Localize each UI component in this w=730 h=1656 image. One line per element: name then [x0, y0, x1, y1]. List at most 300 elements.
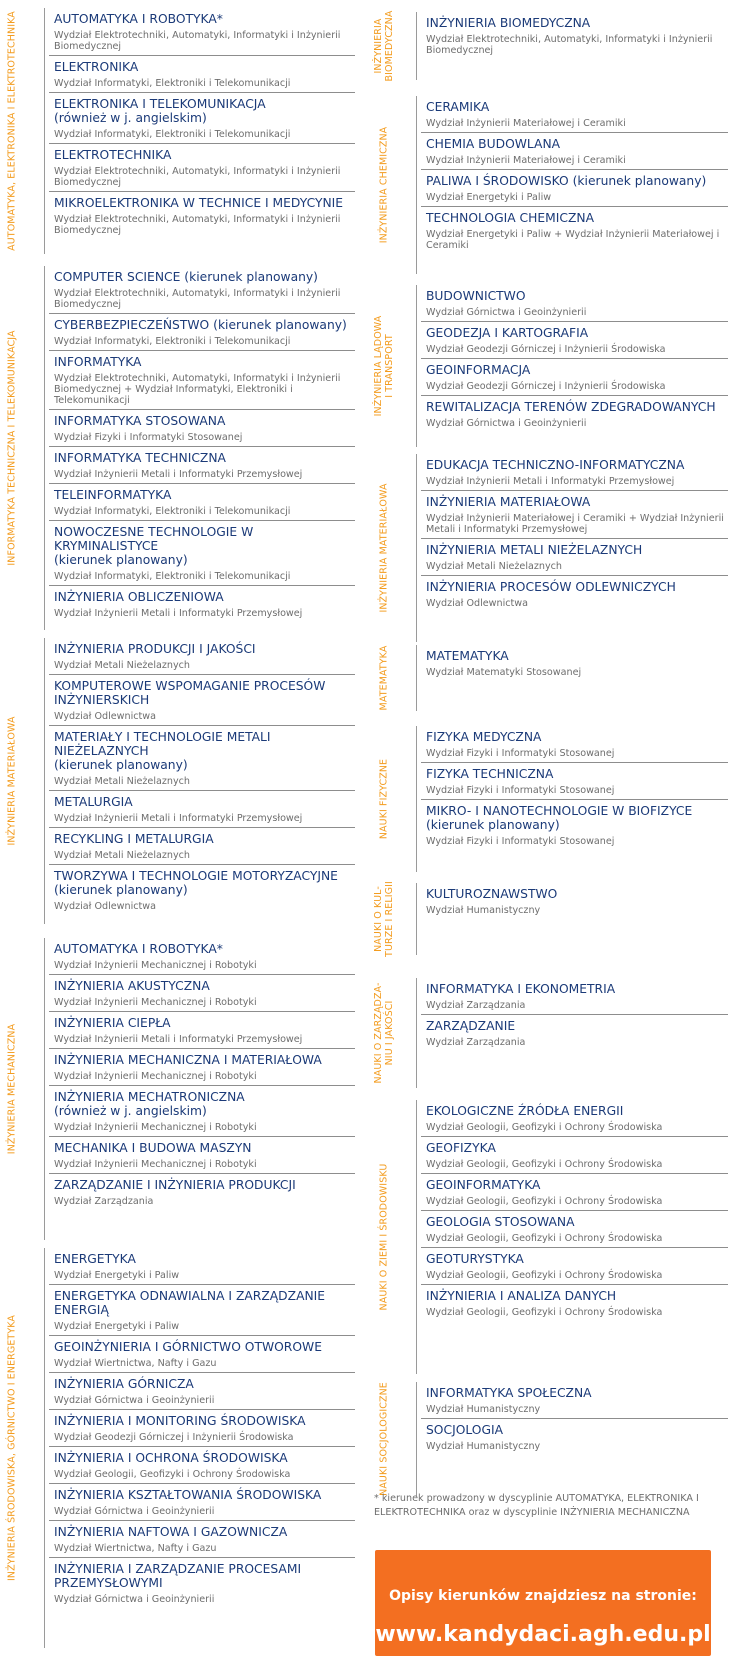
program-entry [49, 484, 355, 521]
program-title-line [426, 730, 728, 744]
program-title-line [54, 270, 355, 284]
program-list [421, 883, 728, 919]
program-title-line [426, 580, 728, 594]
discipline-group-inzynieria-chemiczna [372, 96, 728, 274]
program-title: MIKRO- I NANOTECHNOLOGIE W BIOFIZYCE [426, 804, 693, 818]
program-title: TECHNOLOGIA CHEMICZNA [426, 211, 595, 225]
faculty-name: Wydział Informatyki, Elektroniki i Telekomunikacji [54, 571, 291, 582]
faculty-name: Wydział Górnictwa i Geoinżynierii [426, 307, 587, 318]
program-entry [421, 726, 728, 763]
program-title-line [54, 196, 355, 210]
faculty-name: Wydział Geologii, Geofizyki i Ochrony Środowiska [426, 1122, 663, 1133]
faculty-name: Wydział Inżynierii Metali i Informatyki Przemysłowej [54, 1034, 303, 1045]
program-title-line [426, 458, 728, 472]
program-title-line [54, 1252, 355, 1266]
discipline-label-text: INŻYNIERIA MATERIAŁOWA [378, 483, 390, 613]
program-title-line [54, 642, 355, 656]
program-title-line [54, 1451, 355, 1465]
program-title: AUTOMATYKA I ROBOTYKA* [54, 942, 223, 956]
program-entry [49, 1447, 355, 1484]
program-entry [49, 1049, 355, 1086]
discipline-label-text: NAUKI O ZARZĄDZA- NIU I JAKOŚCI [373, 982, 395, 1084]
program-entry [49, 93, 355, 144]
program-note: (kierunek planowany) [54, 883, 188, 897]
faculty-name: Wydział Fizyki i Informatyki Stosowanej [426, 748, 615, 759]
faculty-name: Wydział Inżynierii Materiałowej i Ceramiki [426, 118, 626, 129]
group-divider [416, 12, 417, 80]
program-title: EDUKACJA TECHNICZNO-INFORMATYCZNA [426, 458, 685, 472]
program-title: PALIWA I ŚRODOWISKO [426, 174, 569, 188]
website-url: www.kandydaci.agh.edu.pl [375, 1622, 711, 1647]
program-list [421, 285, 728, 432]
discipline-label [372, 454, 396, 642]
program-entry [421, 1100, 728, 1137]
program-title: ELEKTRONIKA I TELEKOMUNIKACJA [54, 97, 266, 111]
discipline-label [372, 96, 396, 274]
program-list [421, 96, 728, 254]
program-note: (kierunek planowany) [184, 270, 318, 284]
discipline-label [0, 638, 24, 924]
program-entry [49, 1174, 355, 1210]
program-title-line [426, 100, 728, 114]
program-title: INŻYNIERIA I OCHRONA ŚRODOWISKA [54, 1451, 288, 1465]
program-title-line [426, 1215, 728, 1229]
program-title-line [54, 97, 355, 125]
program-title-line [54, 355, 355, 369]
program-title: AUTOMATYKA I ROBOTYKA* [54, 12, 223, 26]
program-entry [49, 56, 355, 93]
faculty-name: Wydział Górnictwa i Geoinżynierii [54, 1594, 215, 1605]
program-title: ENERGETYKA [54, 1252, 136, 1266]
program-title-line [54, 1340, 355, 1354]
program-entry [421, 883, 728, 919]
program-entry [421, 576, 728, 612]
discipline-group-nauki-o-ziemi-i-srodowisku [372, 1100, 728, 1374]
program-entry [49, 938, 355, 975]
faculty-name: Wydział Inżynierii Materiałowej i Ceramiki [426, 155, 626, 166]
program-title-line [54, 730, 355, 772]
program-title-line [54, 1525, 355, 1539]
faculty-name: Wydział Metali Nieżelaznych [54, 660, 191, 671]
discipline-label-text: NAUKI FIZYCZNE [378, 758, 390, 840]
program-entry [421, 1174, 728, 1211]
faculty-name: Wydział Inżynierii Mechanicznej i Robotyki [54, 1071, 257, 1082]
program-entry [421, 285, 728, 322]
faculty-name: Wydział Humanistyczny [426, 1441, 541, 1452]
discipline-label [0, 8, 24, 254]
program-entry [421, 133, 728, 170]
program-title: INŻYNIERIA MECHANICZNA I MATERIAŁOWA [54, 1053, 322, 1067]
program-title: GEOINFORMACJA [426, 363, 531, 377]
program-entry [49, 410, 355, 447]
program-entry [421, 322, 728, 359]
discipline-label [372, 285, 396, 447]
program-entry [49, 351, 355, 410]
discipline-label [372, 645, 396, 711]
group-divider [44, 8, 45, 254]
program-title: MECHANIKA I BUDOWA MASZYN [54, 1141, 252, 1155]
discipline-group-inzynieria-ladowa-i-transport [372, 285, 728, 447]
program-title-line [54, 488, 355, 502]
faculty-name: Wydział Metali Nieżelaznych [54, 776, 191, 787]
program-entry [49, 8, 355, 56]
program-title: CERAMIKA [426, 100, 490, 114]
discipline-group-inzynieria-biomedyczna [372, 12, 728, 80]
group-divider [44, 638, 45, 924]
program-entry [49, 726, 355, 791]
group-divider [416, 645, 417, 711]
program-title-line [54, 318, 355, 332]
program-title-line [54, 979, 355, 993]
faculty-name: Wydział Zarządzania [54, 1196, 154, 1207]
discipline-label-text: INŻYNIERIA CHEMICZNA [378, 126, 390, 244]
discipline-label [0, 266, 24, 630]
program-title: INFORMATYKA STOSOWANA [54, 414, 226, 428]
program-entry [421, 1015, 728, 1051]
program-entry [421, 1419, 728, 1455]
program-title-line [426, 1104, 728, 1118]
program-list [49, 638, 355, 915]
program-title: MATEMATYKA [426, 649, 509, 663]
group-divider [416, 726, 417, 872]
program-entry [421, 96, 728, 133]
program-title-line [426, 1178, 728, 1192]
program-title: INŻYNIERIA PROCESÓW ODLEWNICZYCH [426, 580, 676, 594]
program-title-line [426, 326, 728, 340]
faculty-name: Wydział Geodezji Górniczej i Inżynierii Środowiska [426, 344, 666, 355]
program-title: GEOTURYSTYKA [426, 1252, 524, 1266]
program-entry [49, 1012, 355, 1049]
program-entry [49, 638, 355, 675]
discipline-group-inzynieria-materialowa [0, 638, 355, 924]
program-title-line [426, 1289, 728, 1303]
program-title: ZARZĄDZANIE [426, 1019, 516, 1033]
program-title-line [54, 1289, 355, 1317]
program-title: REWITALIZACJA TERENÓW ZDEGRADOWANYCH [426, 400, 716, 414]
program-entry [421, 1382, 728, 1419]
group-divider [44, 938, 45, 1240]
faculty-name: Wydział Górnictwa i Geoinżynierii [54, 1395, 215, 1406]
faculty-name: Wydział Fizyki i Informatyki Stosowanej [426, 785, 615, 796]
program-list [421, 454, 728, 612]
faculty-name: Wydział Inżynierii Metali i Informatyki Przemysłowej [54, 469, 303, 480]
faculty-name: Wydział Metali Nieżelaznych [426, 561, 563, 572]
program-title: GEOLOGIA STOSOWANA [426, 1215, 575, 1229]
program-title: CHEMIA BUDOWLANA [426, 137, 561, 151]
program-title: INŻYNIERIA BIOMEDYCZNA [426, 16, 591, 30]
group-divider [416, 454, 417, 642]
program-title-line [54, 451, 355, 465]
program-list [421, 645, 728, 681]
group-divider [44, 266, 45, 630]
program-title-line [54, 60, 355, 74]
program-entry [49, 828, 355, 865]
faculty-name: Wydział Matematyki Stosowanej [426, 667, 582, 678]
faculty-name: Wydział Inżynierii Materiałowej i Ceramiki + Wydział Inżynierii Metali i Informatyki Przemysłowej [426, 513, 724, 535]
program-title-line [54, 1488, 355, 1502]
program-title-line [426, 1252, 728, 1266]
faculty-name: Wydział Energetyki i Paliw [54, 1321, 180, 1332]
faculty-name: Wydział Zarządzania [426, 1000, 526, 1011]
program-list [49, 1248, 355, 1608]
program-entry [49, 675, 355, 726]
program-entry [421, 978, 728, 1015]
discipline-group-nauki-socjologiczne [372, 1382, 728, 1496]
program-title-line [426, 1386, 728, 1400]
program-entry [49, 314, 355, 351]
faculty-name: Wydział Inżynierii Metali i Informatyki Przemysłowej [54, 608, 303, 619]
program-title-line [426, 1423, 728, 1437]
program-entry [421, 454, 728, 491]
program-title: INŻYNIERIA PRODUKCJI I JAKOŚCI [54, 642, 256, 656]
faculty-name: Wydział Odlewnictwa [54, 711, 157, 722]
group-divider [416, 883, 417, 955]
faculty-name: Wydział Informatyki, Elektroniki i Telekomunikacji [54, 506, 291, 517]
program-title: TWORZYWA I TECHNOLOGIE MOTORYZACYJNE [54, 869, 338, 883]
discipline-group-nauki-o-zarzadza-niu-i-jakosci [372, 978, 728, 1088]
program-title-line [426, 1019, 728, 1033]
program-entry [49, 447, 355, 484]
program-title-line [54, 148, 355, 162]
program-entry [49, 865, 355, 915]
program-entry [49, 1558, 355, 1608]
faculty-name: Wydział Odlewnictwa [54, 901, 157, 912]
program-title: FIZYKA MEDYCZNA [426, 730, 542, 744]
faculty-name: Wydział Fizyki i Informatyki Stosowanej [54, 432, 243, 443]
faculty-name: Wydział Elektrotechniki, Automatyki, Informatyki i Inżynierii Biomedycznej + Wydział Informatyki, Elektroniki i Telekomunikacji [54, 373, 341, 406]
discipline-group-matematyka [372, 645, 728, 711]
program-entry [421, 1285, 728, 1321]
faculty-name: Wydział Geodezji Górniczej i Inżynierii Środowiska [426, 381, 666, 392]
program-title-line [54, 1053, 355, 1067]
program-title: INŻYNIERIA MECHATRONICZNA [54, 1090, 245, 1104]
program-title-line [54, 1141, 355, 1155]
discipline-label [372, 1100, 396, 1374]
program-list [421, 12, 728, 59]
faculty-name: Wydział Energetyki i Paliw [426, 192, 552, 203]
program-note: (kierunek planowany) [426, 818, 560, 832]
program-title: RECYKLING I METALURGIA [54, 832, 214, 846]
program-title-line [54, 795, 355, 809]
program-entry [49, 1484, 355, 1521]
program-title: INŻYNIERIA CIEPŁA [54, 1016, 171, 1030]
group-divider [416, 1100, 417, 1374]
program-title-line [426, 400, 728, 414]
program-entry [49, 1373, 355, 1410]
program-entry [421, 645, 728, 681]
program-title: KULTUROZNAWSTWO [426, 887, 558, 901]
faculty-name: Wydział Górnictwa i Geoinżynierii [54, 1506, 215, 1517]
program-title: EKOLOGICZNE ŹRÓDŁA ENERGII [426, 1104, 624, 1118]
program-title-line [426, 363, 728, 377]
program-title: COMPUTER SCIENCE [54, 270, 181, 284]
program-title-line [54, 1562, 355, 1590]
program-entry [49, 1336, 355, 1373]
program-entry [421, 170, 728, 207]
faculty-name: Wydział Zarządzania [426, 1037, 526, 1048]
program-list [421, 726, 728, 850]
program-entry [421, 539, 728, 576]
program-title-line [54, 1090, 355, 1118]
program-entry [421, 763, 728, 800]
program-list [49, 266, 355, 622]
discipline-label [0, 938, 24, 1240]
discipline-label-text: INŻYNIERIA BIOMEDYCZNA [373, 10, 395, 82]
program-entry [49, 1248, 355, 1285]
program-title-line [426, 211, 728, 225]
discipline-label-text: MATEMATYKA [378, 645, 390, 711]
program-title: BUDOWNICTWO [426, 289, 526, 303]
program-title-line [426, 495, 728, 509]
program-entry [49, 521, 355, 586]
discipline-label-text: INŻYNIERIA MATERIAŁOWA [6, 716, 18, 846]
group-divider [44, 1248, 45, 1648]
program-title-line [426, 1141, 728, 1155]
program-title-line [54, 942, 355, 956]
program-note: (kierunek planowany) [54, 758, 188, 772]
group-divider [416, 1382, 417, 1496]
faculty-name: Wydział Informatyki, Elektroniki i Telekomunikacji [54, 129, 291, 140]
program-title: INŻYNIERIA AKUSTYCZNA [54, 979, 210, 993]
discipline-group-automatyka-elektronika-i-elektrotechnika [0, 8, 355, 254]
program-list [421, 978, 728, 1051]
program-list [421, 1382, 728, 1455]
faculty-name: Wydział Geologii, Geofizyki i Ochrony Środowiska [54, 1469, 291, 1480]
program-title-line [426, 887, 728, 901]
program-title: INŻYNIERIA GÓRNICZA [54, 1377, 194, 1391]
program-title-line [426, 174, 728, 188]
discipline-label-text: NAUKI SOCJOLOGICZNE [378, 1382, 390, 1496]
program-entry [49, 1137, 355, 1174]
faculty-name: Wydział Inżynierii Metali i Informatyki Przemysłowej [426, 476, 675, 487]
program-entry [421, 1211, 728, 1248]
discipline-label-text: NAUKI O KUL- TURZE I RELIGII [373, 881, 395, 957]
program-entry [49, 586, 355, 622]
faculty-name: Wydział Elektrotechniki, Automatyki, Informatyki i Inżynierii Biomedycznej [54, 166, 341, 188]
discipline-label-text: NAUKI O ZIEMI I ŚRODOWISKU [378, 1163, 390, 1311]
group-divider [416, 978, 417, 1088]
program-title-line [426, 16, 728, 30]
discipline-label-text: INŻYNIERIA MECHANICZNA [6, 1023, 18, 1155]
program-entry [49, 1086, 355, 1137]
program-title: INŻYNIERIA I MONITORING ŚRODOWISKA [54, 1414, 306, 1428]
group-divider [416, 285, 417, 447]
faculty-name: Wydział Odlewnictwa [426, 598, 529, 609]
program-title-line [54, 679, 355, 707]
program-title-line [54, 1178, 355, 1192]
program-title-line [54, 414, 355, 428]
faculty-name: Wydział Fizyki i Informatyki Stosowanej [426, 836, 615, 847]
discipline-label-text: INŻYNIERIA ŚRODOWISKA, GÓRNICTWO I ENERGETYKA [6, 1314, 18, 1582]
discipline-label-text: AUTOMATYKA, ELEKTRONIKA I ELEKTROTECHNIKA [6, 11, 18, 251]
discipline-group-nauki-fizyczne [372, 726, 728, 872]
program-entry [421, 1248, 728, 1285]
program-title: INŻYNIERIA KSZTAŁTOWANIA ŚRODOWISKA [54, 1488, 322, 1502]
faculty-name: Wydział Inżynierii Mechanicznej i Robotyki [54, 1159, 257, 1170]
program-title-line [54, 12, 355, 26]
faculty-name: Wydział Inżynierii Metali i Informatyki Przemysłowej [54, 813, 303, 824]
program-title: NOWOCZESNE TECHNOLOGIE W KRYMINALISTYCE [54, 525, 254, 553]
program-title-line [54, 590, 355, 604]
program-title-line [54, 869, 355, 897]
discipline-group-inzynieria-srodowiska-gornictwo-i-energetyka [0, 1248, 355, 1648]
program-entry [49, 791, 355, 828]
program-entry [421, 396, 728, 432]
program-title-line [426, 804, 728, 832]
website-banner [375, 1550, 711, 1656]
program-title: INŻYNIERIA I ANALIZA DANYCH [426, 1289, 617, 1303]
program-title-line [54, 1016, 355, 1030]
program-entry [421, 800, 728, 850]
program-title: FIZYKA TECHNICZNA [426, 767, 554, 781]
discipline-label [372, 1382, 396, 1496]
faculty-name: Wydział Wiertnictwa, Nafty i Gazu [54, 1543, 217, 1554]
program-note: (kierunek planowany) [54, 553, 188, 567]
faculty-name: Wydział Wiertnictwa, Nafty i Gazu [54, 1358, 217, 1369]
program-entry [49, 975, 355, 1012]
discipline-label-text: INŻYNIERIA LĄDOWA I TRANSPORT [373, 315, 395, 417]
program-title-line [426, 767, 728, 781]
discipline-label-text: INFORMATYKA TECHNICZNA I TELEKOMUNIKACJA [6, 330, 18, 566]
program-title: KOMPUTEROWE WSPOMAGANIE PROCESÓW INŻYNIERSKICH [54, 679, 326, 707]
program-title: METALURGIA [54, 795, 133, 809]
faculty-name: Wydział Elektrotechniki, Automatyki, Informatyki i Inżynierii Biomedycznej [426, 34, 713, 56]
program-title: INŻYNIERIA OBLICZENIOWA [54, 590, 224, 604]
discipline-group-informatyka-techniczna-i-telekomunikacja [0, 266, 355, 630]
discipline-group-nauki-o-kul-turze-i-religii [372, 883, 728, 955]
faculty-name: Wydział Inżynierii Mechanicznej i Robotyki [54, 1122, 257, 1133]
program-title-line [54, 525, 355, 567]
program-title: GEOFIZYKA [426, 1141, 496, 1155]
program-title: INFORMATYKA SPOŁECZNA [426, 1386, 592, 1400]
faculty-name: Wydział Geologii, Geofizyki i Ochrony Środowiska [426, 1159, 663, 1170]
program-entry [421, 207, 728, 254]
faculty-name: Wydział Geodezji Górniczej i Inżynierii Środowiska [54, 1432, 294, 1443]
program-title: SOCJOLOGIA [426, 1423, 504, 1437]
discipline-label [372, 883, 396, 955]
faculty-name: Wydział Geologii, Geofizyki i Ochrony Środowiska [426, 1307, 663, 1318]
faculty-name: Wydział Geologii, Geofizyki i Ochrony Środowiska [426, 1233, 663, 1244]
discipline-label [0, 1248, 24, 1648]
faculty-name: Wydział Elektrotechniki, Automatyki, Informatyki i Inżynierii Biomedycznej [54, 214, 341, 236]
program-title: ZARZĄDZANIE I INŻYNIERIA PRODUKCJI [54, 1178, 296, 1192]
program-note: (kierunek planowany) [213, 318, 347, 332]
program-title: TELEINFORMATYKA [54, 488, 172, 502]
faculty-name: Wydział Energetyki i Paliw [54, 1270, 180, 1281]
discipline-label [372, 978, 396, 1088]
faculty-name: Wydział Inżynierii Mechanicznej i Robotyki [54, 997, 257, 1008]
faculty-name: Wydział Geologii, Geofizyki i Ochrony Środowiska [426, 1196, 663, 1207]
discipline-group-inzynieria-materialowa [372, 454, 728, 642]
program-title: CYBERBEZPIECZEŃSTWO [54, 318, 210, 332]
faculty-name: Wydział Energetyki i Paliw + Wydział Inżynierii Materiałowej i Ceramiki [426, 229, 720, 251]
program-entry [421, 12, 728, 59]
faculty-name: Wydział Inżynierii Mechanicznej i Robotyki [54, 960, 257, 971]
faculty-name: Wydział Humanistyczny [426, 1404, 541, 1415]
program-entry [421, 1137, 728, 1174]
program-title: MATERIAŁY I TECHNOLOGIE METALI NIEŻELAZNYCH [54, 730, 271, 758]
program-title-line [54, 1414, 355, 1428]
faculty-name: Wydział Humanistyczny [426, 905, 541, 916]
faculty-name: Wydział Elektrotechniki, Automatyki, Informatyki i Inżynierii Biomedycznej [54, 30, 341, 52]
program-title: ELEKTRONIKA [54, 60, 139, 74]
program-title: INŻYNIERIA MATERIAŁOWA [426, 495, 591, 509]
program-entry [49, 1521, 355, 1558]
faculty-name: Wydział Informatyki, Elektroniki i Telekomunikacji [54, 336, 291, 347]
faculty-name: Wydział Metali Nieżelaznych [54, 850, 191, 861]
discipline-label [372, 12, 396, 80]
program-entry [49, 144, 355, 192]
